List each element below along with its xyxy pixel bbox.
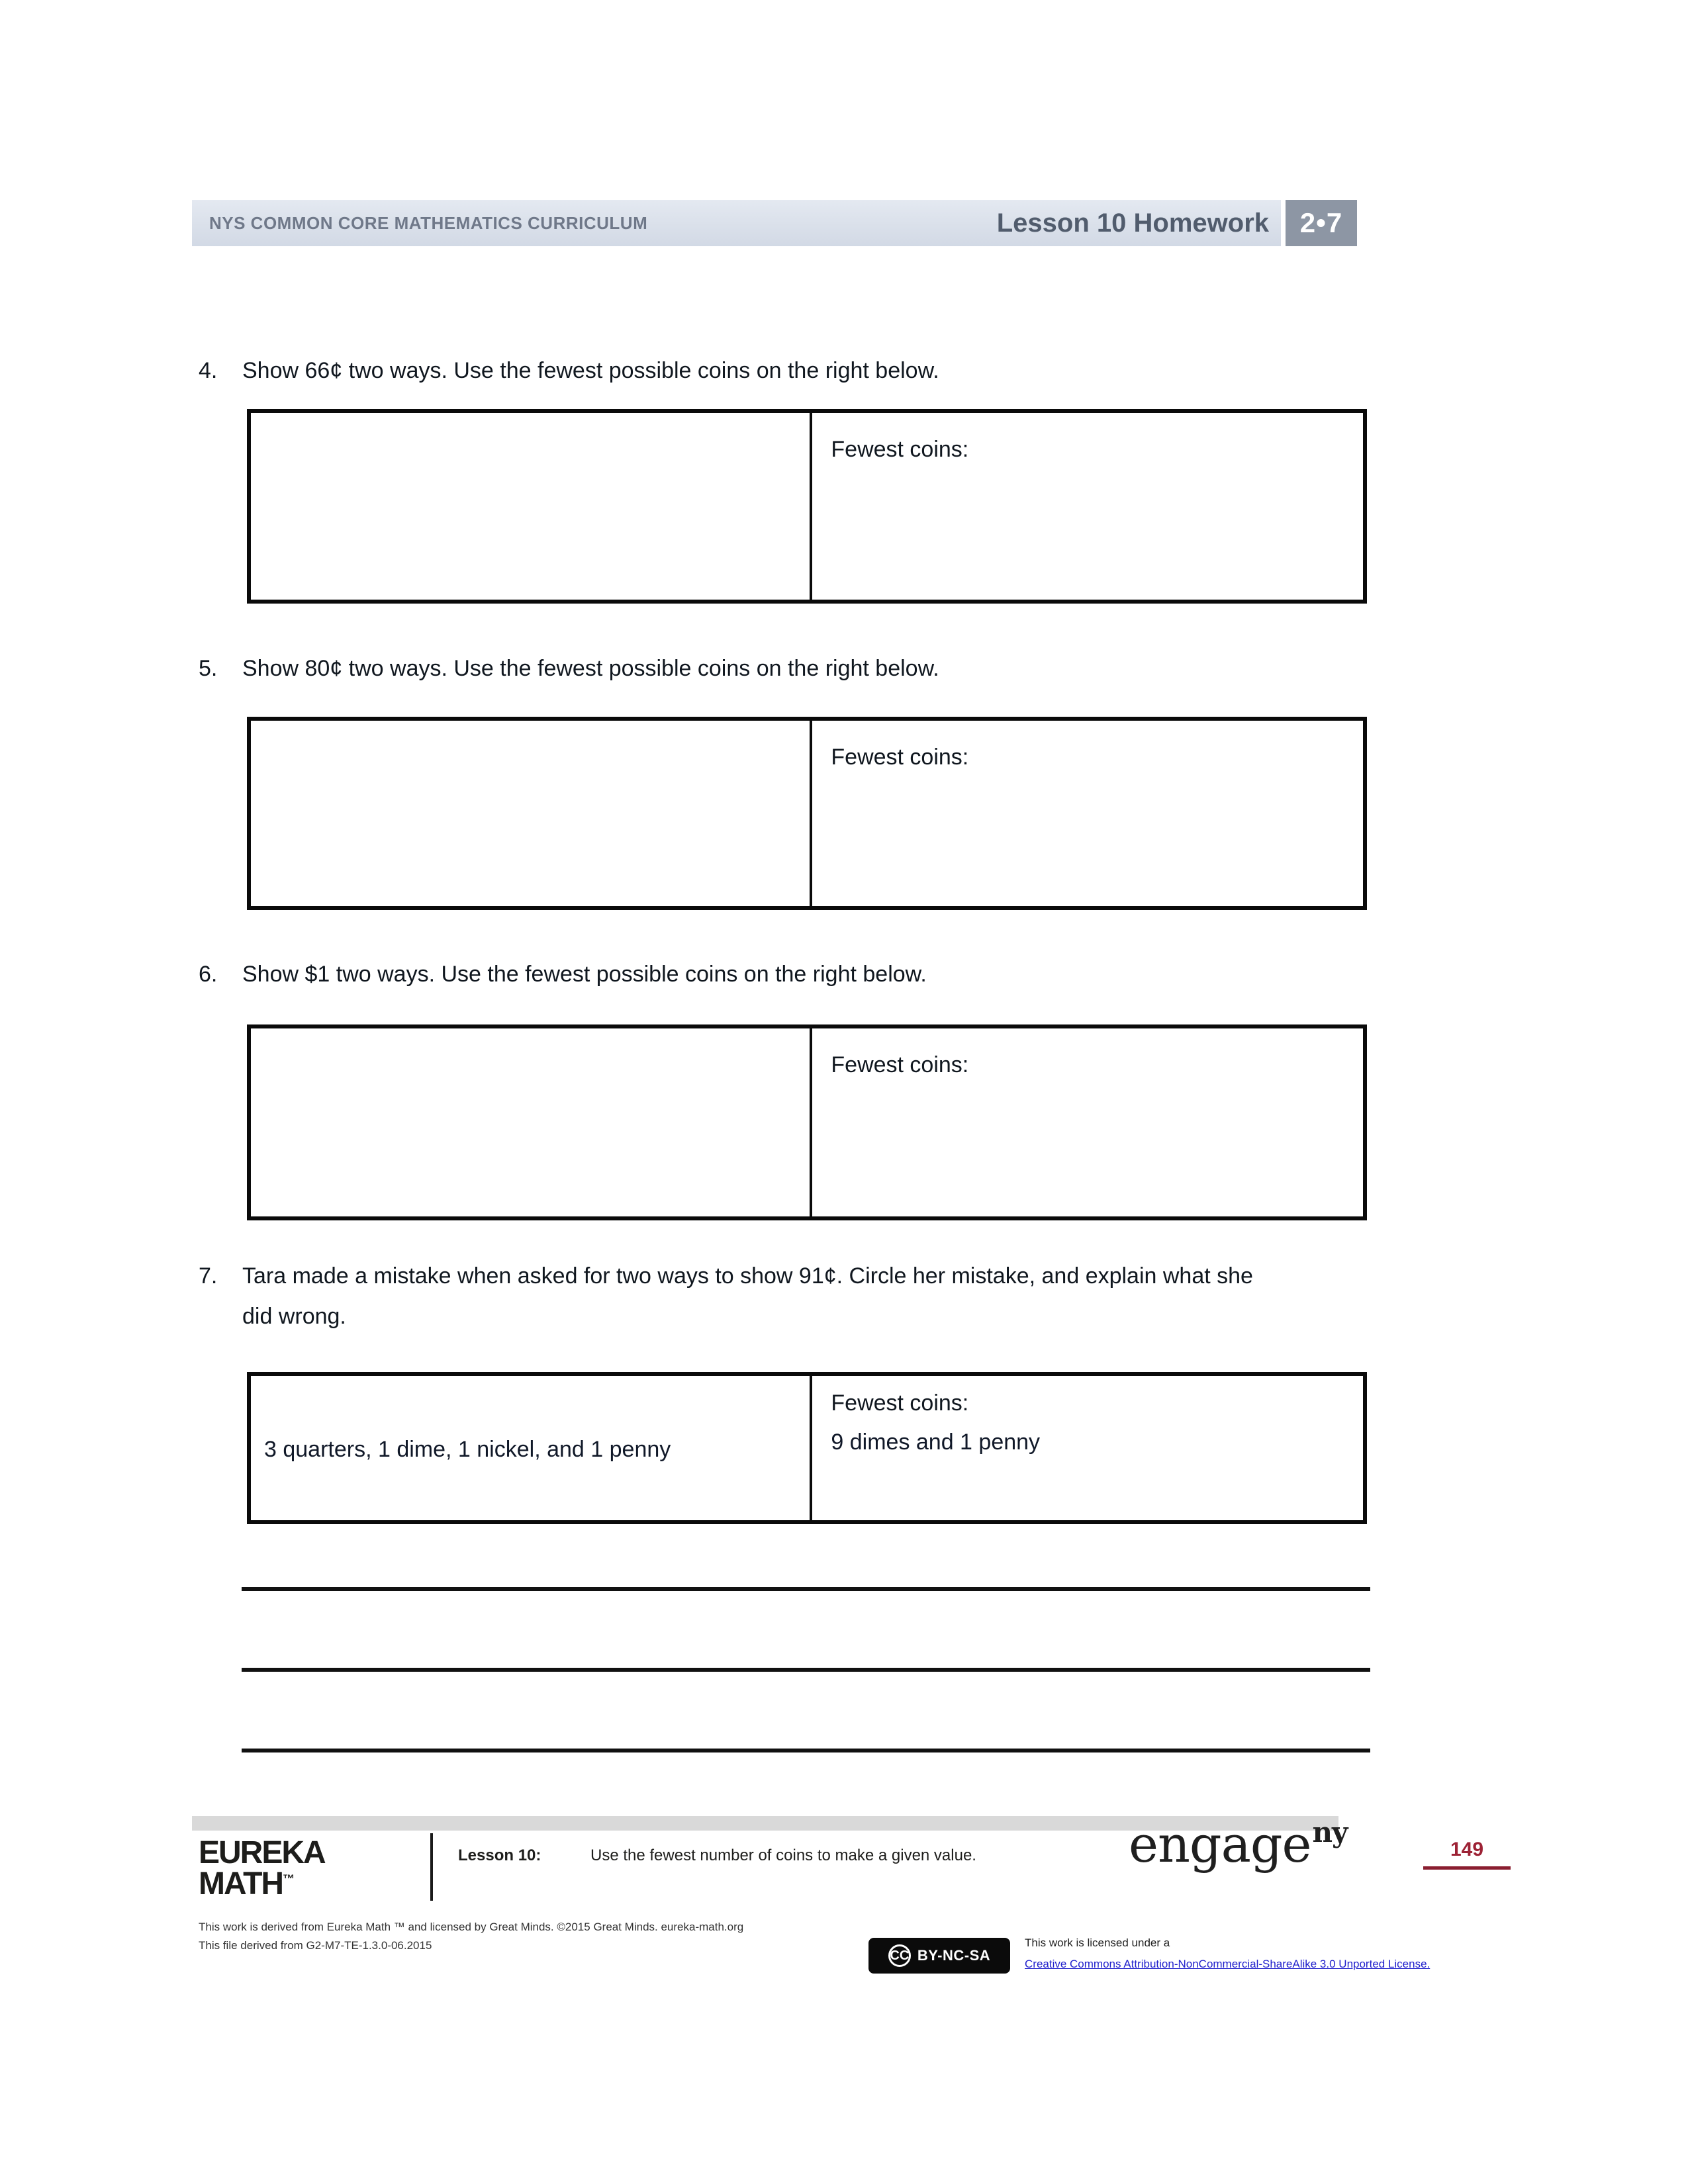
- page-number: 149: [1423, 1839, 1511, 1870]
- q6-fewest-coins-cell: [812, 1028, 1363, 1216]
- question-6-text: Show $1 two ways. Use the fewest possible coins on the right below.: [242, 962, 927, 987]
- trademark-symbol: ™: [283, 1872, 295, 1886]
- question-4: [199, 351, 939, 391]
- license-intro: This work is licensed under a: [1025, 1936, 1170, 1949]
- copyright-text: [199, 1918, 743, 1955]
- q5-work-area-cell: [251, 721, 812, 906]
- module-badge: 2•7: [1286, 200, 1357, 246]
- eureka-logo-line2: MATH™: [199, 1866, 295, 1902]
- question-5: [199, 649, 939, 689]
- copyright-line-1: This work is derived from Eureka Math ™ and licensed by Great Minds. ©2015 Great Minds. eureka-math.org: [199, 1921, 744, 1933]
- lesson-title: Lesson 10 Homework: [996, 208, 1269, 238]
- footer-vertical-rule: [430, 1833, 433, 1901]
- cc-badge-label: BY-NC-SA: [917, 1947, 991, 1964]
- cc-icon: CC: [888, 1944, 911, 1967]
- q5-fewest-coins-label: Fewest coins:: [831, 745, 969, 770]
- answer-line-2: [242, 1668, 1370, 1672]
- curriculum-label: NYS COMMON CORE MATHEMATICS CURRICULUM: [209, 212, 648, 233]
- footer-lesson-objective: Use the fewest number of coins to make a given value.: [590, 1846, 976, 1864]
- q5-fewest-coins-cell: [812, 721, 1363, 906]
- question-7: [199, 1256, 1288, 1337]
- q7-fewest-coins-cell: [812, 1376, 1363, 1520]
- question-6: [199, 954, 927, 995]
- engageny-logo: engage$^{ny}$: [1129, 1815, 1348, 1874]
- q4-work-area-cell: [251, 413, 812, 600]
- question-7-table: [247, 1372, 1367, 1524]
- question-5-table: [247, 717, 1367, 910]
- header-bar: [192, 200, 1281, 246]
- license-link[interactable]: Creative Commons Attribution-NonCommercial-ShareAlike 3.0 Unported License.: [1025, 1958, 1430, 1971]
- q7-tara-answer-cell: 3 quarters, 1 dime, 1 nickel, and 1 penny: [251, 1376, 812, 1520]
- copyright-line-2: This file derived from G2-M7-TE-1.3.0-06.2015: [199, 1939, 432, 1952]
- q6-work-area-cell: [251, 1028, 812, 1216]
- question-7-number: 7.: [199, 1263, 218, 1289]
- eureka-math-logo: [199, 1835, 325, 1902]
- license-block: [1025, 1933, 1430, 1976]
- engageny-logo-sup: ny: [1312, 1816, 1348, 1848]
- question-5-number: 5.: [199, 656, 218, 681]
- footer-lesson-ref: Lesson 10:: [458, 1846, 541, 1864]
- answer-line-3: [242, 1749, 1370, 1752]
- q7-fewest-coins-answer: 9 dimes and 1 penny: [831, 1430, 1041, 1455]
- question-4-table: [247, 409, 1367, 604]
- question-5-text: Show 80¢ two ways. Use the fewest possible coins on the right below.: [242, 656, 939, 681]
- question-6-number: 6.: [199, 962, 218, 987]
- question-6-table: [247, 1024, 1367, 1220]
- q6-fewest-coins-label: Fewest coins:: [831, 1052, 969, 1077]
- question-7-text: Tara made a mistake when asked for two ways to show 91¢. Circle her mistake, and explain what she did wrong.: [242, 1263, 1253, 1330]
- q7-fewest-coins-label: Fewest coins:: [831, 1390, 969, 1416]
- q4-fewest-coins-label: Fewest coins:: [831, 437, 969, 462]
- eureka-logo-line1: EUREKA: [199, 1835, 325, 1870]
- question-4-number: 4.: [199, 358, 218, 383]
- question-4-text: Show 66¢ two ways. Use the fewest possible coins on the right below.: [242, 358, 939, 383]
- answer-line-1: [242, 1587, 1370, 1591]
- q4-fewest-coins-cell: [812, 413, 1363, 600]
- creative-commons-badge: [868, 1938, 1010, 1974]
